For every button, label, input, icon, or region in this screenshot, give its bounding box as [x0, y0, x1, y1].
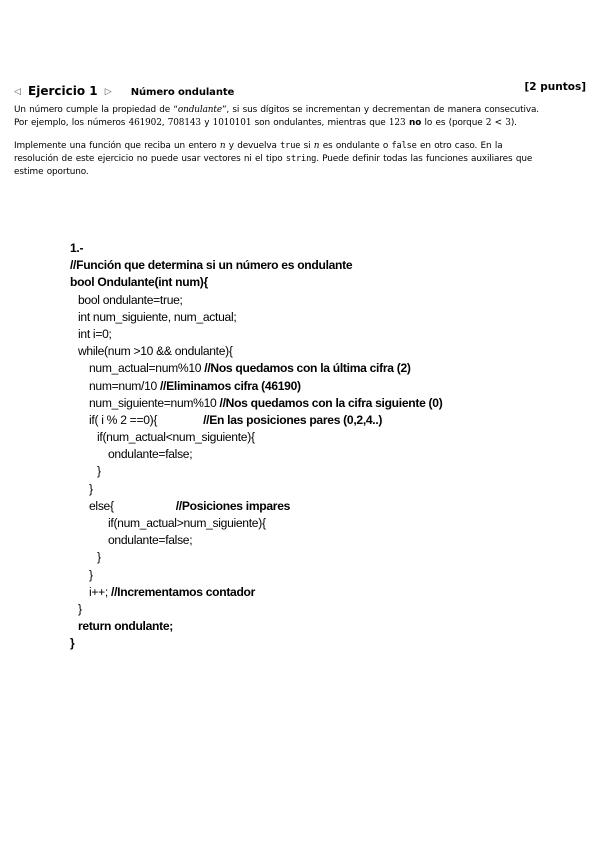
statement-text: ).: [510, 118, 517, 128]
statement-bold: no: [405, 118, 422, 128]
code-line: int i=0;: [78, 326, 112, 341]
next-arrow-icon: ▷: [104, 87, 112, 97]
code-comment: //Eliminamos cifra (46190): [160, 378, 301, 393]
code-text: i++;: [89, 584, 112, 599]
code-comment: //Nos quedamos con la cifra siguiente (0): [219, 395, 443, 410]
statement-text: ,: [161, 118, 168, 128]
code-line: }: [97, 464, 101, 479]
code-line: }: [89, 567, 93, 582]
code-line: ondulante=false;: [108, 447, 193, 462]
code-comment: //Función que determina si un número es ondulante: [70, 258, 353, 273]
statement-paragraph-2: [14, 140, 588, 179]
code-line: 1.-: [70, 241, 84, 255]
code-comment: //Incrementamos contador: [111, 584, 256, 599]
code-line: [70, 498, 442, 515]
code-text: else{: [89, 498, 114, 513]
statement-paragraph-1: [14, 104, 588, 130]
code-comment: //En las posiciones pares (0,2,4..): [203, 412, 383, 427]
code-line: int num_siguiente, num_actual;: [78, 309, 237, 324]
keyword-true: true: [280, 141, 301, 151]
statement-text: lo es (porque: [421, 118, 486, 128]
statement-text: en otro caso. En la: [416, 141, 503, 151]
statement-text: es ondulante o: [319, 141, 392, 151]
statement-text: Implemente una función que reciba un entero: [14, 141, 220, 151]
math-variable: n: [219, 141, 226, 151]
code-line: [70, 584, 442, 601]
code-line: while(num >10 && ondulante){: [78, 344, 233, 359]
code-line: [70, 378, 442, 395]
code-line: ondulante=false;: [108, 533, 193, 548]
code-line: bool Ondulante(int num){: [70, 275, 208, 290]
example-number: 1010101: [212, 118, 252, 128]
code-comment: //Nos quedamos con la última cifra (2): [204, 361, 411, 376]
keyword-string: string: [285, 154, 317, 164]
code-line: if(num_actual>num_siguiente){: [108, 516, 266, 530]
code-line: [70, 360, 442, 377]
code-line: [70, 395, 442, 412]
code-line: [70, 412, 442, 429]
code-text: num_actual=num%10: [89, 361, 205, 376]
example-number: 461902: [128, 118, 162, 128]
code-line: }: [97, 550, 101, 565]
statement-text: estime oportuno.: [14, 167, 89, 177]
keyword-false: false: [391, 141, 417, 151]
code-block: [70, 240, 442, 653]
code-line: if(num_actual<num_siguiente){: [97, 430, 255, 445]
statement-text: ”, si sus dígitos se incrementan y decrementan de manera consecutiva.: [221, 105, 539, 115]
math-variable: n: [313, 141, 320, 151]
statement-text: Un número cumple la propiedad de “: [14, 105, 178, 115]
code-line: }: [89, 481, 93, 496]
code-comment: //Posiciones impares: [175, 498, 291, 513]
statement-text: y: [200, 118, 213, 128]
example-number: 708143: [167, 118, 201, 128]
code-text: num=num/10: [89, 378, 160, 393]
code-text: if( i % 2 ==0){: [89, 412, 158, 427]
statement-text: resolución de este ejercicio no puede usar vectores ni el tipo: [14, 154, 286, 164]
statement-text: Por ejemplo, los números: [14, 118, 129, 128]
code-text: num_siguiente=num%10: [89, 395, 220, 410]
statement-emphasis: ondulante: [177, 105, 222, 115]
exercise-label: Ejercicio 1: [28, 84, 98, 98]
statement-text: si: [300, 141, 314, 151]
statement-text: . Puede definir todas las funciones auxiliares que: [316, 154, 533, 164]
code-line: }: [78, 601, 82, 616]
prev-arrow-icon: ◁: [14, 87, 21, 97]
exercise-name: Número ondulante: [130, 87, 235, 98]
code-line: bool ondulante=true;: [78, 292, 183, 307]
statement-text: y devuelva: [225, 141, 281, 151]
statement-text: son ondulantes, mientras que: [251, 118, 389, 128]
inequality: 2 < 3: [485, 118, 511, 128]
exercise-points: [2 puntos]: [524, 81, 586, 93]
example-number: 123: [388, 118, 406, 128]
code-line: }: [70, 636, 75, 651]
code-line: return ondulante;: [78, 619, 174, 634]
exercise-header: [14, 80, 586, 98]
